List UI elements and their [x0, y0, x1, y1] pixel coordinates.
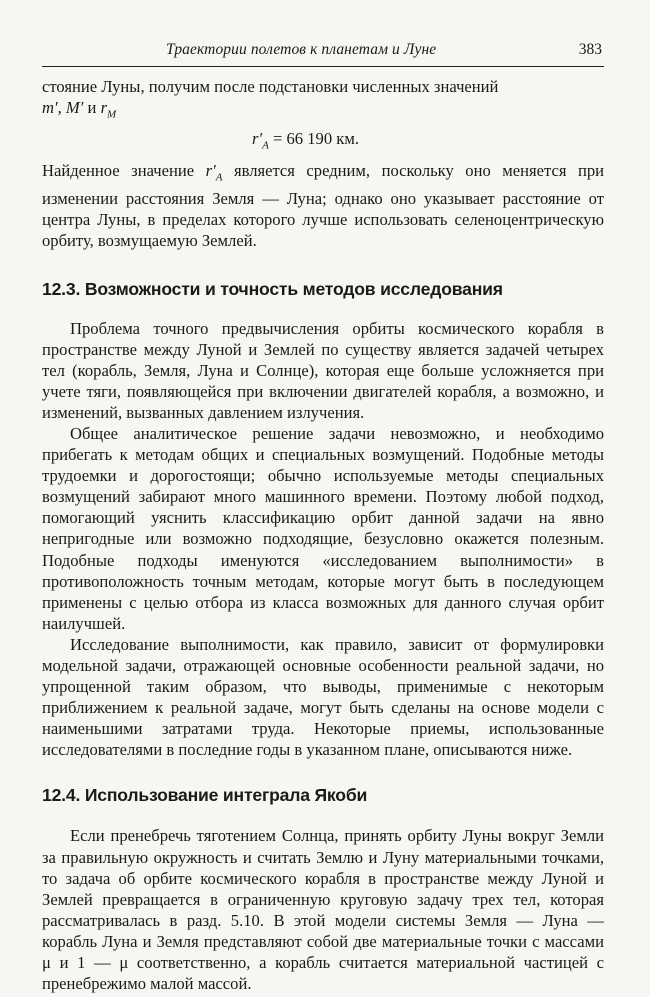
conclusion-var-text: r′ — [205, 160, 216, 180]
intro-line — [42, 76, 604, 126]
var-separator: , — [57, 98, 66, 118]
paragraph-12-3-3: Исследование выполнимости, как правило, зависит от формулировки модельной задачи, отражающей основные особенности реальной задачи, но упрощенной таким образом, что выводы, применимые с некоторым приближением к реальной задаче, могут быть сделаны на основе модели с наименьшими затратами труда. Некоторые приемы, использованные исследователями в последние годы в указанном плане, описываются ниже. — [42, 634, 604, 760]
var-m-prime: m′ — [42, 98, 58, 118]
section-heading-12-3: 12.3. Возможности и точность методов исследования — [42, 278, 503, 299]
var-and: и — [83, 98, 101, 118]
formula-value: = 66 190 км. — [268, 128, 359, 148]
conclusion-start: Найденное значение — [42, 160, 206, 180]
conclusion-var-sub: A — [215, 171, 223, 184]
conclusion-var — [205, 160, 223, 184]
formula-var: r′ — [252, 128, 263, 148]
conclusion-rest: является средним, поскольку оно меняется при изменении расстояния Земля — Луна; однако оно указывает расстояние от центра Луны, в пределах которого лучше использовать селеноцентрическую орбиту, возмущаемую Землей. — [42, 160, 604, 251]
running-header — [42, 40, 604, 67]
var-r: r — [100, 98, 108, 118]
var-r-sub: M — [107, 108, 117, 121]
page — [42, 40, 604, 994]
var-M-prime: M′ — [65, 98, 84, 118]
running-title: Траектории полетов к планетам и Луне — [166, 41, 437, 58]
paragraph-12-3-2: Общее аналитическое решение задачи невозможно, и необходимо прибегать к методам общих и специальных возмущений. Подобные методы трудоемки и дорогостоящи; обычно используемые методы специальных возмущений забирают много машинного времени. Поэтому любой подход, помогающий уяснить классификацию орбит данной задачи на явно непригодные или возможно подходящие, безусловно окажется полезным. Подобные подходы именуются «исследованием выполнимости» в противоположность точным методам, которые могут быть в последующем применены с целью отбора из класса возможных для данного случая орбит наилучшей. — [42, 423, 604, 633]
formula-sub: A — [262, 138, 269, 151]
section-heading-12-4: 12.4. Использование интеграла Якоби — [42, 785, 368, 806]
intro-variables — [42, 98, 117, 121]
intro-text: стояние Луны, получим после подстановки численных значений — [42, 77, 499, 96]
paragraph-12-4-1: Если пренебречь тяготением Солнца, принять орбиту Луны вокруг Земли за правильную окружность и считать Землю и Луну материальными точками, то задача об орбите космического корабля в пространстве между Луной и Землей превращается в ограниченную круговую задачу трех тел, которая рассматривалась в разд. 5.10. В этой модели системы Земля — Луна — корабль Луна и Земля представляют собой две материальные точки с массами μ и 1 — μ соответственно, а корабль считается материальной частицей с пренебрежимо малой массой. — [42, 826, 604, 994]
paragraph-12-3-1: Проблема точного предвычисления орбиты космического корабля в пространстве между Луной и Землей по существу является задачей четырех тел (корабль, Земля, Луна и Солнце), которая еще больше усложняется при учете тяги, появляющейся при включении двигателей корабля, а возможно, и изменений, вызванных давлением излучения. — [42, 318, 604, 422]
intro-conclusion — [42, 160, 604, 252]
formula-rA — [42, 128, 604, 156]
page-number: 383 — [578, 41, 602, 58]
